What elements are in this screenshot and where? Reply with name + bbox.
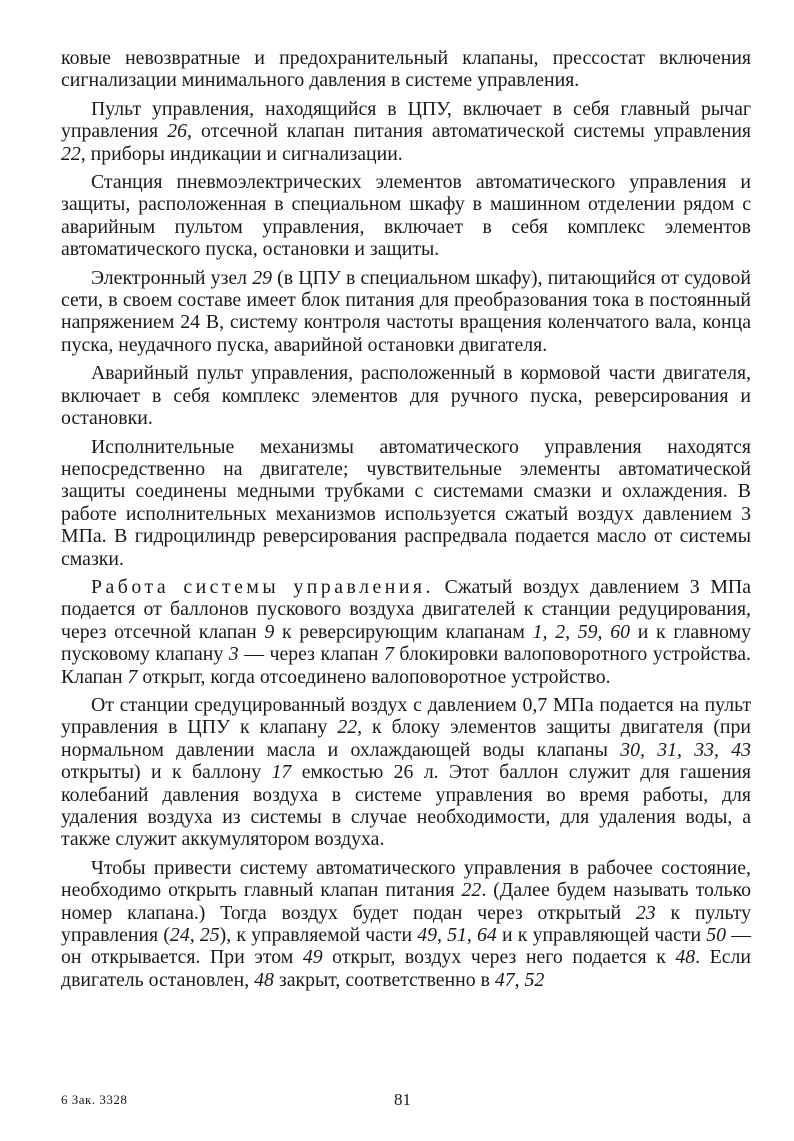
reference-number: 3 (228, 643, 239, 666)
section-heading: Работа системы управления. (91, 575, 434, 598)
reference-number: 49 (302, 946, 323, 969)
reference-number: 24, 25 (169, 924, 220, 947)
text-run: . Если двигатель остановлен, (61, 946, 752, 991)
reference-number: 30, 31, 33, 43 (620, 738, 752, 761)
text-run: , приборы индикации и сигнализации. (80, 142, 403, 165)
text-run: Станция пневмоэлектрических элементов автоматического управления и защиты, расположенная в специальном шкафу в машинном отделении рядом с аварийным пультом управления, включает в себя комплекс элементов автоматического пуска, остановки и защиты. (61, 171, 751, 261)
paragraph (61, 576, 751, 688)
printing-order-note: 6 Зак. 3328 (61, 1092, 128, 1107)
reference-number: 48 (675, 946, 696, 969)
text-run: От станции средуцированный воздух с давлением 0,7 МПа подается на пульт управления в ЦПУ к клапану (61, 693, 751, 739)
text-run: — через клапан (238, 643, 384, 666)
reference-number: 22 (337, 716, 358, 739)
text-run: к пульту управления ( (61, 901, 751, 947)
page-footer (61, 1090, 751, 1114)
text-run: . (Далее будем называть только номер клапана.) Тогда воздух будет подан через открытый (61, 879, 751, 924)
reference-number: 7 (383, 643, 394, 666)
text-run: и к главному пусковому клапану (61, 620, 751, 666)
text-run: Электронный узел (91, 266, 253, 289)
text-run: Чтобы привести систему автоматического управления в рабочее состояние, необходимо открыть главный клапан питания (61, 856, 751, 902)
paragraph (61, 98, 751, 165)
reference-number: 48 (254, 968, 274, 991)
text-run: — он открывается. При этом (61, 924, 752, 969)
reference-number: 7 (127, 665, 138, 688)
reference-number: 22 (461, 879, 482, 902)
text-run: блокировки валоповоротного устройства. Клапан (61, 643, 751, 688)
text-run: емкостью 26 л. Этот баллон служит для гашения колебаний давления воздуха в системе управления во время работы, для удаления воздуха из системы в случае необходимости, для удаления воды, а также служит аккумулятором воздуха. (61, 761, 751, 851)
reference-number: 26 (167, 120, 187, 143)
text-run: открыт, воздух через него подается к (322, 946, 676, 969)
text-run: к реверсирующим клапанам (274, 620, 533, 643)
text-run: открыт, когда отсоединено валоповоротное устройство. (137, 665, 611, 688)
text-run: и к управляющей части (496, 924, 707, 947)
reference-number: 1, 2, 59, 60 (532, 620, 630, 643)
paragraph (61, 267, 751, 357)
text-run: Исполнительные механизмы автоматического управления находятся непосредственно на двигателе; чувствительные элементы автоматической защиты соединены медными трубками с системами смазки и охлаждения. В работе исполнительных механизмов используется сжатый воздух давлением 3 МПа. В гидроцилиндр реверсирования распредвала подается масло от системы смазки. (61, 435, 751, 570)
paragraph (61, 171, 751, 261)
text-run: ковые невозвратные и предохранительный клапаны, прессостат включения сигнализации минимального давления в системе управления. (61, 47, 751, 92)
body-text (61, 47, 751, 997)
text-run: , отсечной клапан питания автоматической системы управления (186, 120, 752, 143)
paragraph (61, 857, 751, 991)
reference-number: 22 (61, 142, 81, 165)
page-number: 81 (394, 1090, 411, 1109)
reference-number: 17 (271, 761, 292, 784)
reference-number: 23 (635, 901, 656, 924)
text-run: , к блоку элементов защиты двигателя (при нормальном давлении масла и охлаждающей воды клапаны (61, 716, 751, 761)
reference-number: 29 (252, 266, 272, 289)
text-run: Пульт управления, находящийся в ЦПУ, включает в себя главный рычаг управления (61, 97, 751, 143)
paragraph (61, 436, 751, 570)
text-run: открыты) и к баллону (61, 761, 272, 784)
text-run: (в ЦПУ в специальном шкафу), питающийся от судовой сети, в своем составе имеет блок питания для преобразования тока в постоянный напряжением 24 В, систему контроля частоты вращения коленчатого вала, конца пуска, неудачного пуска, аварийной остановки двигателя. (61, 266, 752, 356)
reference-number: 47, 52 (494, 968, 545, 991)
reference-number: 9 (264, 620, 275, 643)
reference-number: 49, 51, 64 (417, 924, 497, 947)
text-run: ), к управляемой части (219, 924, 418, 947)
paragraph (61, 694, 751, 851)
text-run: Сжатый воздух давлением 3 МПа подается от баллонов пускового воздуха двигателей к станции редуцирования, через отсечной клапан (61, 575, 751, 643)
paragraph (61, 362, 751, 429)
paragraph (61, 47, 751, 92)
text-run: Аварийный пульт управления, расположенный в кормовой части двигателя, включает в себя комплекс элементов для ручного пуска, реверсирования и остановки. (61, 362, 751, 430)
reference-number: 50 (706, 924, 727, 947)
text-run: закрыт, соответственно в (273, 968, 495, 991)
